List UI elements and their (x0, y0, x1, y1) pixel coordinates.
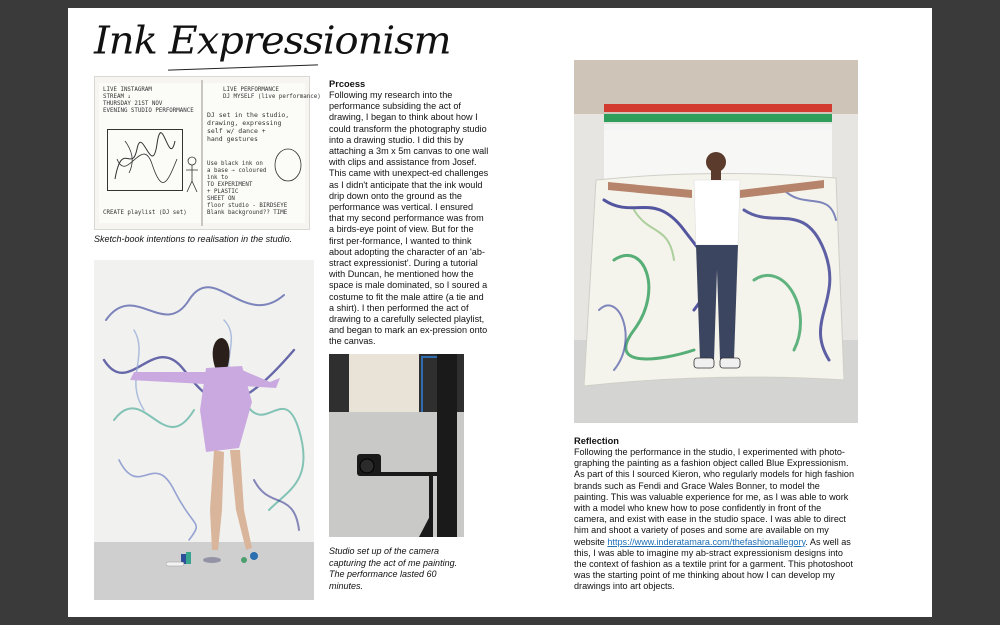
sketch-scribble (107, 129, 183, 191)
performer-figure (94, 260, 314, 600)
process-body: Following my research into the performance subsiding the act of drawing, I began to think about how I could transform the photography studio into a drawing studio. I did this by attaching a 3m x 5m canvas to one wall with clips and assistance from Josef. This came with unexpect-ed challenges as I didn't anticipate that the ink would drip down onto the ground as the performance was vertical. I ensured that my second performance was from a birds-eye point of view. But for the first per-formance, I wanted to think about adopting the character of an 'ab-stract expressionist'. During a tutorial with Duncan, he mentioned how the space is male dominated, so I soured a costume to fit the male attire (a tie and a shirt). I then performed the act of drawing to a carefully selected playlist, and began to mark an ex-pression onto the canvas. (329, 90, 489, 347)
camera-rig (329, 354, 464, 537)
studio-setup-photo (329, 354, 464, 537)
sketch-note-right-mid: DJ set in the studio, drawing, expressing self w/ dance + hand gestures (207, 111, 290, 143)
document-page (68, 8, 932, 617)
reflection-text-part2: . As well as this, I was able to imagine my ab-stract expressionism designs into the context of fashion as a textile print for a garment. This photoshoot was the starting point of me thinking about how I can develop my drawings into art objects. (574, 536, 853, 592)
sketchbook-image (94, 76, 321, 230)
page-title: Ink Expressionism (94, 19, 451, 63)
reflection-body (574, 447, 856, 593)
sketch-caption: Sketch-book intentions to realisation in the studio. (94, 234, 293, 244)
sketch-note-left-bottom: CREATE playlist (DJ set) (103, 210, 187, 216)
website-link[interactable]: https://www.inderatamara.com/thefashionallegory (607, 536, 806, 547)
process-heading: Prcoess (329, 79, 366, 89)
sketch-figure (183, 155, 201, 195)
studio-caption: Studio set up of the camera capturing the act of me painting. The performance lasted 60 minutes. (329, 546, 458, 591)
sketch-note-right-top: LIVE PERFORMANCE DJ MYSELF (live performance) (223, 87, 321, 100)
reflection-text-part1: Following the performance in the studio, I experimented with photo-graphing the painting as a fashion object called Blue Expressionism. As part of this I sourced Kieron, who regularly models for high fashion brands such as Fendi and Grace Wales Bonner, to model the painting. This was valuable experience for me, as I was able to work with a model who knew how to pose confidently in front of the camera, and exist with ease in the studio space. I was able to direct him and shoot a variety of poses and some are available on my website (574, 447, 855, 547)
sketchbook-spine (201, 80, 203, 226)
sketch-note-left-top: LIVE INSTAGRAM STREAM ↓ THURSDAY 21ST NOV EVENING STUDIO PERFORMANCE (103, 87, 194, 114)
performance-photo (94, 260, 314, 600)
sketch-note-right-low: Use black ink on a base → coloured ink to TO EXPERIMENT + PLASTIC SHEET ON floor studio - BIRDSEYE Blank background?? TIME (207, 161, 288, 216)
reflection-heading: Reflection (574, 436, 619, 446)
model-photo (574, 60, 858, 423)
title-flourish (168, 64, 318, 70)
sketch-bubble (273, 145, 303, 185)
painted-canvas-and-model (574, 60, 858, 423)
